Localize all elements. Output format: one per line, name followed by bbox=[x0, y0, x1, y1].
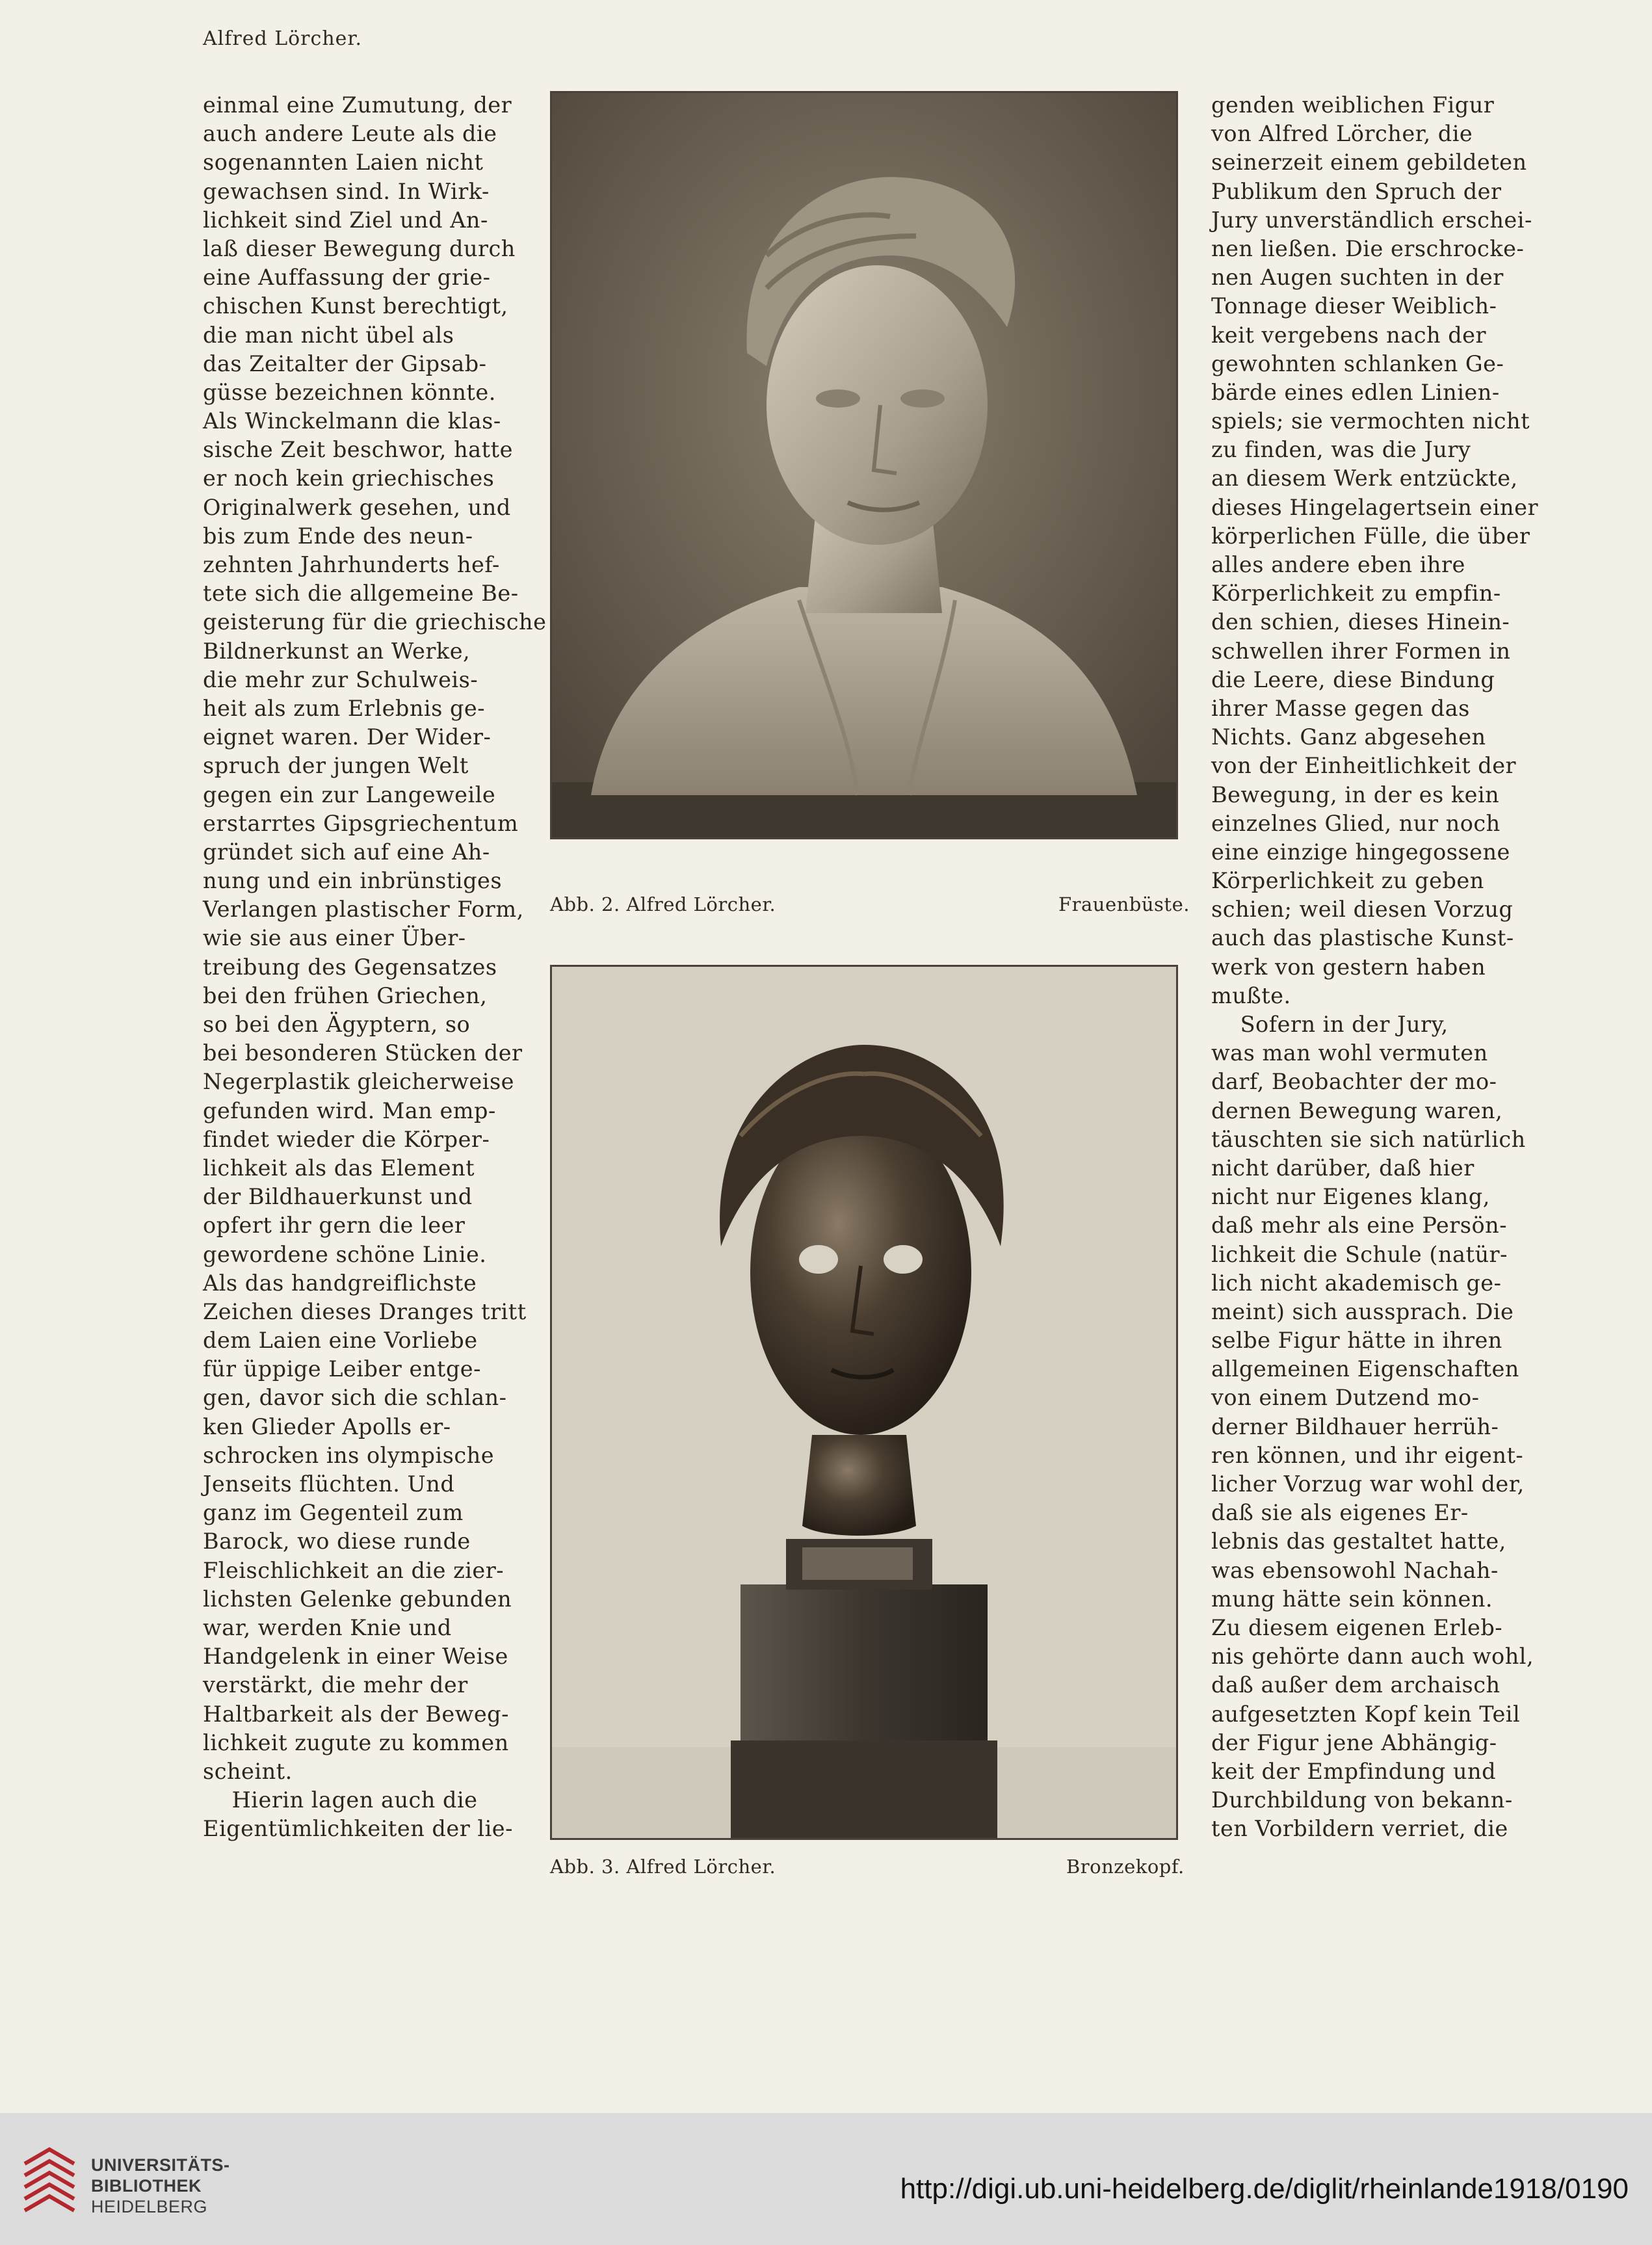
right-column-line: zu finden, was die Jury bbox=[1211, 437, 1471, 463]
left-column-line: bei den frühen Griechen, bbox=[203, 982, 488, 1008]
left-column-line: gefunden wird. Man emp- bbox=[203, 1097, 496, 1123]
right-column-line: körperlichen Fülle, die über bbox=[1211, 523, 1530, 549]
left-column-line: geisterung für die griechische bbox=[203, 609, 547, 635]
right-column-line: lichkeit die Schule (natür- bbox=[1211, 1241, 1508, 1267]
left-column-line: gewachsen sind. In Wirk- bbox=[203, 178, 490, 204]
left-column-line: opfert ihr gern die leer bbox=[203, 1213, 465, 1239]
right-column-line: schwellen ihrer Formen in bbox=[1211, 638, 1511, 664]
library-footer bbox=[0, 2113, 1652, 2245]
right-column-line: bärde eines edlen Linien- bbox=[1211, 379, 1500, 405]
right-column-line: derner Bildhauer herrüh- bbox=[1211, 1413, 1499, 1439]
left-column-line: die mehr zur Schulweis- bbox=[203, 666, 479, 692]
left-column-line: so bei den Ägyptern, so bbox=[203, 1012, 471, 1037]
right-column-line: daß sie als eigenes Er- bbox=[1211, 1500, 1469, 1526]
left-column-line: eignet waren. Der Wider- bbox=[203, 724, 492, 750]
right-column-line: Körperlichkeit zu geben bbox=[1211, 868, 1484, 894]
right-column-line: lebnis das gestaltet hatte, bbox=[1211, 1529, 1506, 1555]
library-logo-icon bbox=[18, 2144, 81, 2217]
right-column-line: nicht darüber, daß hier bbox=[1211, 1155, 1475, 1181]
right-column-line: spiels; sie vermochten nicht bbox=[1211, 408, 1530, 434]
library-name bbox=[91, 2155, 230, 2217]
figure-3-title: Bronzekopf. bbox=[1066, 1856, 1185, 1878]
left-column-line: der Bildhauerkunst und bbox=[203, 1184, 473, 1210]
left-column-line: Handgelenk in einer Weise bbox=[203, 1644, 508, 1670]
library-name-line-3: HEIDELBERG bbox=[91, 2197, 208, 2216]
left-column-line: chischen Kunst berechtigt, bbox=[203, 293, 508, 319]
left-column-line: Originalwerk gesehen, und bbox=[203, 494, 511, 520]
left-column-line: spruch der jungen Welt bbox=[203, 753, 469, 779]
right-column-line: alles andere eben ihre bbox=[1211, 552, 1465, 577]
right-column-line: mußte. bbox=[1211, 982, 1291, 1008]
right-column-line: von Alfred Lörcher, die bbox=[1211, 121, 1473, 147]
left-column-line: gen, davor sich die schlan- bbox=[203, 1385, 507, 1411]
left-column-line: gegen ein zur Langeweile bbox=[203, 781, 496, 807]
left-column-line: bei besonderen Stücken der bbox=[203, 1040, 523, 1066]
left-column-line: einmal eine Zumutung, der bbox=[203, 92, 512, 118]
right-column-line: lich nicht akademisch ge- bbox=[1211, 1270, 1502, 1296]
left-column-line: Als Winckelmann die klas- bbox=[203, 408, 501, 434]
left-column-line: zehnten Jahrhunderts hef- bbox=[203, 552, 500, 577]
bronze-head-illustration bbox=[552, 967, 1176, 1838]
right-column-line: an diesem Werk entzückte, bbox=[1211, 466, 1518, 492]
left-column-line: Haltbarkeit als der Beweg- bbox=[203, 1701, 509, 1727]
right-column-line: werk von gestern haben bbox=[1211, 954, 1486, 980]
left-column-line: auch andere Leute als die bbox=[203, 121, 497, 147]
figure-2-bust-photo bbox=[550, 91, 1178, 839]
right-column-line: Körperlichkeit zu empfin- bbox=[1211, 581, 1501, 607]
left-column-line: er noch kein griechisches bbox=[203, 466, 495, 492]
left-column-line: Als das handgreiflichste bbox=[203, 1270, 477, 1296]
right-column-line: die Leere, diese Bindung bbox=[1211, 666, 1495, 692]
left-column-line: Verlangen plastischer Form, bbox=[203, 897, 524, 923]
running-head: Alfred Lörcher. bbox=[203, 27, 362, 50]
right-column-line: keit vergebens nach der bbox=[1211, 322, 1486, 348]
right-column-line: auch das plastische Kunst- bbox=[1211, 925, 1514, 951]
left-column-line: dem Laien eine Vorliebe bbox=[203, 1328, 478, 1354]
left-column-line: lichkeit als das Element bbox=[203, 1155, 475, 1181]
left-column-line: verstärkt, die mehr der bbox=[203, 1672, 468, 1698]
figure-3-bronze-head-photo bbox=[550, 965, 1178, 1840]
right-column-line: von der Einheitlichkeit der bbox=[1211, 753, 1517, 779]
permalink-url[interactable]: http://digi.ub.uni-heidelberg.de/diglit/rheinlande1918/0190 bbox=[900, 2173, 1629, 2205]
left-column-line: eine Auffassung der grie- bbox=[203, 265, 491, 291]
left-column-line: scheint. bbox=[203, 1758, 293, 1784]
right-column-line: nen Augen suchten in der bbox=[1211, 265, 1504, 291]
left-column-line: güsse bezeichnen könnte. bbox=[203, 379, 496, 405]
right-column-line: selbe Figur hätte in ihren bbox=[1211, 1328, 1502, 1354]
right-column-line: Sofern in der Jury, bbox=[1211, 1012, 1449, 1037]
right-column-line: keit der Empfindung und bbox=[1211, 1758, 1497, 1784]
left-column-line: gewordene schöne Linie. bbox=[203, 1241, 487, 1267]
left-column-line: lichsten Gelenke gebunden bbox=[203, 1586, 512, 1612]
right-column-line: einzelnes Glied, nur noch bbox=[1211, 810, 1501, 836]
left-column-line: heit als zum Erlebnis ge- bbox=[203, 695, 486, 721]
right-column-line: daß außer dem archaisch bbox=[1211, 1672, 1501, 1698]
left-column-line: tete sich die allgemeine Be- bbox=[203, 581, 519, 607]
right-column-line: darf, Beobachter der mo- bbox=[1211, 1069, 1497, 1095]
left-text-column bbox=[203, 91, 547, 1843]
left-column-line: war, werden Knie und bbox=[203, 1614, 452, 1640]
right-column-line: ten Vorbildern verriet, die bbox=[1211, 1816, 1508, 1842]
left-column-line: findet wieder die Körper- bbox=[203, 1126, 490, 1152]
left-column-line: Eigentümlichkeiten der lie- bbox=[203, 1816, 513, 1842]
left-column-line: sogenannten Laien nicht bbox=[203, 150, 484, 176]
left-column-line: nung und ein inbrünstiges bbox=[203, 868, 503, 894]
right-column-line: was man wohl vermuten bbox=[1211, 1040, 1488, 1066]
left-column-line: das Zeitalter der Gipsab- bbox=[203, 350, 487, 376]
left-column-line: für üppige Leiber entge- bbox=[203, 1356, 481, 1382]
left-column-line: ken Glieder Apolls er- bbox=[203, 1413, 451, 1439]
right-column-line: ihrer Masse gegen das bbox=[1211, 695, 1470, 721]
right-column-line: nen ließen. Die erschrocke- bbox=[1211, 235, 1525, 261]
library-name-line-1: UNIVERSITÄTS- bbox=[91, 2155, 230, 2175]
right-column-line: eine einzige hingegossene bbox=[1211, 839, 1510, 865]
right-column-line: von einem Dutzend mo- bbox=[1211, 1385, 1480, 1411]
left-column-line: gründet sich auf eine Ah- bbox=[203, 839, 490, 865]
left-column-line: laß dieser Bewegung durch bbox=[203, 235, 516, 261]
left-column-line: Negerplastik gleicherweise bbox=[203, 1069, 514, 1095]
right-column-line: nicht nur Eigenes klang, bbox=[1211, 1184, 1490, 1210]
left-column-line: treibung des Gegensatzes bbox=[203, 954, 497, 980]
figure-2-title: Frauenbüste. bbox=[1058, 893, 1190, 915]
left-column-line: die man nicht übel als bbox=[203, 322, 454, 348]
right-column-line: den schien, dieses Hinein- bbox=[1211, 609, 1510, 635]
right-column-line: meint) sich aussprach. Die bbox=[1211, 1298, 1514, 1324]
right-column-line: aufgesetzten Kopf kein Teil bbox=[1211, 1701, 1521, 1727]
left-column-line: Hierin lagen auch die bbox=[203, 1787, 478, 1813]
left-column-line: Barock, wo diese runde bbox=[203, 1529, 471, 1555]
right-column-line: allgemeinen Eigenschaften bbox=[1211, 1356, 1519, 1382]
left-column-line: lichkeit sind Ziel und An- bbox=[203, 207, 488, 233]
left-column-line: bis zum Ende des neun- bbox=[203, 523, 473, 549]
right-column-line: Jury unverständlich erschei- bbox=[1211, 207, 1532, 233]
library-name-line-2: BIBLIOTHEK bbox=[91, 2176, 202, 2196]
right-column-line: nis gehörte dann auch wohl, bbox=[1211, 1644, 1534, 1670]
right-column-line: täuschten sie sich natürlich bbox=[1211, 1126, 1526, 1152]
right-column-line: seinerzeit einem gebildeten bbox=[1211, 150, 1527, 176]
right-text-column bbox=[1211, 91, 1538, 1843]
right-column-line: licher Vorzug war wohl der, bbox=[1211, 1471, 1525, 1497]
right-column-line: gewohnten schlanken Ge- bbox=[1211, 350, 1504, 376]
right-column-line: schien; weil diesen Vorzug bbox=[1211, 897, 1514, 923]
left-column-line: Zeichen dieses Dranges tritt bbox=[203, 1298, 527, 1324]
left-column-line: Fleischlichkeit an die zier- bbox=[203, 1557, 505, 1583]
right-column-line: genden weiblichen Figur bbox=[1211, 92, 1495, 118]
right-column-line: Publikum den Spruch der bbox=[1211, 178, 1502, 204]
left-column-line: Jenseits flüchten. Und bbox=[203, 1471, 455, 1497]
left-column-line: erstarrtes Gipsgriechentum bbox=[203, 810, 519, 836]
right-column-line: Durchbildung von bekann- bbox=[1211, 1787, 1513, 1813]
right-column-line: Bewegung, in der es kein bbox=[1211, 781, 1500, 807]
right-column-line: dernen Bewegung waren, bbox=[1211, 1097, 1503, 1123]
left-column-line: lichkeit zugute zu kommen bbox=[203, 1729, 509, 1755]
right-column-line: Tonnage dieser Weiblich- bbox=[1211, 293, 1497, 319]
figure-3-label: Abb. 3. Alfred Lörcher. bbox=[550, 1856, 776, 1878]
right-column-line: Nichts. Ganz abgesehen bbox=[1211, 724, 1486, 750]
left-column-line: Bildnerkunst an Werke, bbox=[203, 638, 471, 664]
bust-illustration bbox=[552, 93, 1176, 837]
right-column-line: dieses Hingelagertsein einer bbox=[1211, 494, 1538, 520]
left-column-line: sische Zeit beschwor, hatte bbox=[203, 437, 513, 463]
right-column-line: der Figur jene Abhängig- bbox=[1211, 1729, 1497, 1755]
figure-2-label: Abb. 2. Alfred Lörcher. bbox=[550, 893, 776, 915]
right-column-line: was ebensowohl Nachah- bbox=[1211, 1557, 1499, 1583]
right-column-line: ren können, und ihr eigent- bbox=[1211, 1442, 1524, 1468]
left-column-line: wie sie aus einer Über- bbox=[203, 925, 466, 951]
left-column-line: ganz im Gegenteil zum bbox=[203, 1500, 464, 1526]
right-column-line: Zu diesem eigenen Erleb- bbox=[1211, 1614, 1503, 1640]
left-column-line: schrocken ins olympische bbox=[203, 1442, 495, 1468]
right-column-line: daß mehr als eine Persön- bbox=[1211, 1213, 1508, 1239]
right-column-line: mung hätte sein können. bbox=[1211, 1586, 1493, 1612]
